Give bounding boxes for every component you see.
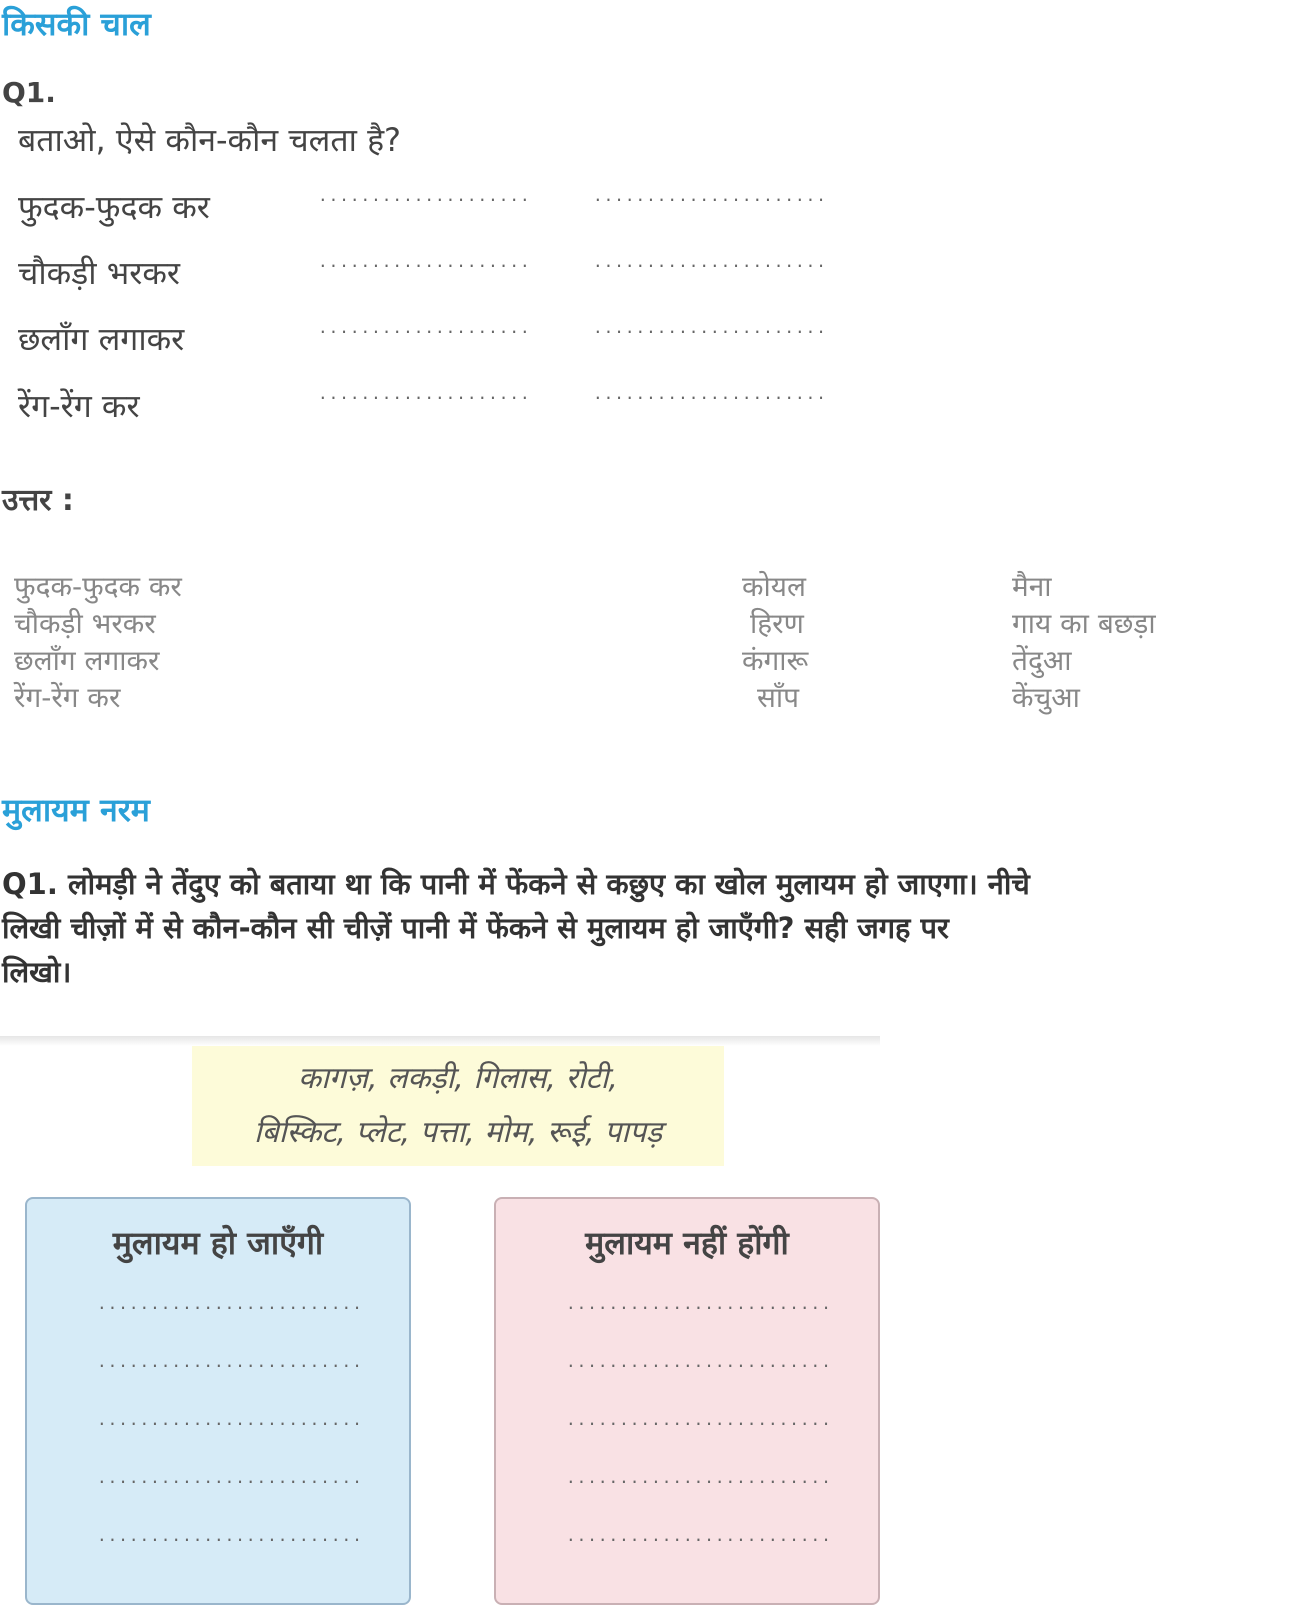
answer-action: रेंग-रेंग कर [14, 681, 121, 714]
answer-animal-1: कंगारू [742, 644, 809, 677]
panel-hard [494, 1197, 880, 1605]
question-line-3: लिखो। [2, 955, 72, 989]
panel-title: मुलायम हो जाएँगी [112, 1224, 324, 1262]
blank-line: ...................... [593, 384, 827, 403]
blank-line: ......................... [97, 1468, 363, 1487]
section-title-kiski-chaal: किसकी चाल [2, 5, 151, 43]
blank-line: ......................... [97, 1526, 363, 1545]
question-line-2: लिखी चीज़ों में से कौन-कौन सी चीज़ें पानी में फेंकने से मुलायम हो जाएँगी? सही जगह पर [2, 911, 949, 945]
blank-line: ......................... [97, 1410, 363, 1429]
answer-animal-2: गाय का बछड़ा [1012, 607, 1156, 640]
blank-line: ...................... [593, 252, 827, 271]
blank-line: ......................... [566, 1468, 832, 1487]
panel-title: मुलायम नहीं होंगी [585, 1224, 789, 1262]
blank-line: ......................... [97, 1294, 363, 1313]
blank-line: ......................... [566, 1410, 832, 1429]
answer-action: छलाँग लगाकर [14, 644, 160, 677]
question-text: बताओ, ऐसे कौन-कौन चलता है? [18, 121, 402, 159]
blank-line: ...................... [593, 318, 827, 337]
blank-line: .................... [318, 252, 531, 271]
word-list-box [192, 1046, 724, 1166]
blank-line: ......................... [566, 1294, 832, 1313]
answer-animal-2: केंचुआ [1012, 681, 1080, 714]
blank-line: ......................... [97, 1352, 363, 1371]
row-label: रेंग-रेंग कर [18, 387, 140, 425]
section-title-mulayam-naram: मुलायम नरम [2, 791, 150, 829]
question-line-1: Q1. लोमड़ी ने तेंदुए को बताया था कि पानी में फेंकने से कछुए का खोल मुलायम हो जाएगा। नीचे [2, 867, 1030, 901]
answer-animal-1: कोयल [742, 570, 806, 603]
question-number: Q1. [2, 76, 56, 109]
blank-line: ......................... [566, 1526, 832, 1545]
panel-soft [25, 1197, 411, 1605]
blank-line: .................... [318, 186, 531, 205]
word-list-line: कागज़, लकड़ी, गिलास, रोटी, [298, 1061, 618, 1096]
answer-action: फुदक-फुदक कर [14, 570, 182, 603]
answer-action: चौकड़ी भरकर [14, 607, 156, 640]
divider [0, 1036, 880, 1046]
answer-animal-1: हिरण [750, 607, 804, 640]
blank-line: ...................... [593, 186, 827, 205]
word-list-line: बिस्किट, प्लेट, पत्ता, मोम, रूई, पापड़ [253, 1115, 663, 1150]
row-label: फुदक-फुदक कर [18, 188, 210, 226]
row-label: चौकड़ी भरकर [18, 254, 181, 292]
blank-line: .................... [318, 384, 531, 403]
answer-animal-2: मैना [1012, 570, 1052, 603]
row-label: छलाँग लगाकर [18, 320, 185, 358]
blank-line: .................... [318, 318, 531, 337]
answer-label: उत्तर : [2, 483, 74, 518]
answer-animal-1: साँप [757, 681, 800, 714]
answer-animal-2: तेंदुआ [1012, 644, 1072, 677]
blank-line: ......................... [566, 1352, 832, 1371]
